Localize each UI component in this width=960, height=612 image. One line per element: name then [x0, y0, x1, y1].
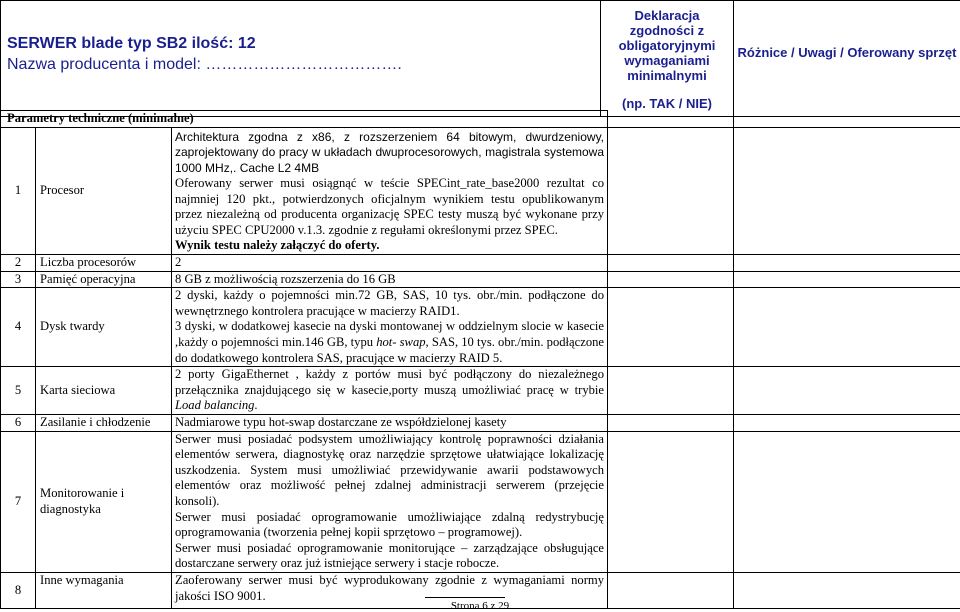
footer-divider: [425, 597, 505, 598]
monitoring-text-2: Serwer musi posiadać oprogramowanie umożliwiające zdalną redystrybucję oprogramowania (tworzenia pełnej kopii sprzętowo – programowej).: [175, 509, 605, 540]
page-number: Strona 6 z 29: [450, 600, 510, 612]
parameters-table: [0, 110, 960, 609]
differences-cell[interactable]: [734, 288, 960, 367]
differences-label: Różnice / Uwagi / Oferowany sprzęt: [737, 45, 957, 60]
row-label: Zasilanie i chłodzenie: [36, 415, 172, 432]
row-description: [172, 288, 608, 367]
declaration-cell[interactable]: [608, 288, 734, 367]
cpu-architecture-text: Architektura zgodna z x86, z rozszerzeniem 64 bitowym, dwurdzeniowy, zaprojektowany do pracy w układach dwuprocesorowych, magistrala systemowa 1000 MHz,. Cache L2 4MB: [175, 129, 605, 175]
section-title: Parametry techniczne (minimalne): [1, 111, 608, 128]
table-row: [1, 255, 960, 272]
differences-cell[interactable]: [734, 367, 960, 415]
row-description: Nadmiarowe typu hot-swap dostarczane ze współdzielonej kasety: [172, 415, 608, 432]
row-label: Liczba procesorów: [36, 255, 172, 272]
disk-secondary-text: 3 dyski, w dodatkowej kasecie na dyski montowanej w oddzielnym slocie w kasecie ,każdy o pojemności min.146 GB, typu hot- swap, SAS, 10 tys. obr./min. podłączone do dodatkowego kontrolera SAS, pracujące w macierzy RAID 5.: [175, 319, 605, 365]
table-row: [1, 127, 960, 254]
row-number: 5: [1, 367, 36, 415]
section-header-row: [1, 111, 960, 128]
producer-label: Nazwa producenta i model: ……………………………….: [7, 56, 402, 73]
declaration-hint: (np. TAK / NIE): [621, 96, 713, 111]
declaration-cell[interactable]: [608, 271, 734, 288]
row-number: 8: [1, 572, 36, 608]
row-label: Dysk twardy: [36, 288, 172, 367]
differences-cell[interactable]: [734, 271, 960, 288]
row-description: [172, 127, 608, 254]
declaration-cell[interactable]: [608, 255, 734, 272]
row-label: Monitorowanie i diagnostyka: [36, 431, 172, 572]
table-row: [1, 415, 960, 432]
row-number: 6: [1, 415, 36, 432]
row-label: Pamięć operacyjna: [36, 271, 172, 288]
row-number: 3: [1, 271, 36, 288]
row-label: Inne wymagania: [36, 572, 172, 608]
page-title: SERWER blade typ SB2 ilość: 12: [7, 35, 256, 52]
row-number: 1: [1, 127, 36, 254]
table-row: [1, 431, 960, 572]
differences-header: [734, 1, 960, 117]
monitoring-text-3: Serwer musi posiadać oprogramowanie monitorujące – zarządzające obsługujące dostarczane serwery oraz już istniejące serwery i stacje robocze.: [175, 540, 605, 571]
row-description: 8 GB z możliwością rozszerzenia do 16 GB: [172, 271, 608, 288]
declaration-label: Deklaracja zgodności z obligatoryjnymi wymaganiami minimalnymi: [618, 8, 716, 83]
table-row: [1, 271, 960, 288]
monitoring-text-1: Serwer musi posiadać podsystem umożliwiający kontrolę poprawności działania elementów serwera, diagnostykę oraz narzędzie sprzętowe ułatwiające lokalizację uszkodzenia. System musi umożliwiać przewidywanie awarii podstawowych elementów oraz możliwość pełnej zdalnej administracji serwerem (przejęcie konsoli).: [175, 431, 605, 508]
disk-primary-text: 2 dyski, każdy o pojemności min.72 GB, SAS, 10 tys. obr./min. podłączone do wewnętrznego kontrolera pracujące w macierzy RAID1.: [175, 288, 605, 318]
cpu-benchmark-text: Oferowany serwer musi osiągnąć w teście SPECint_rate_base2000 rezultat co najmniej 120 pkt., potwierdzonych oficjalnym wynikiem testu opublikowanym przez niezależną od producenta organizację SPEC testy muszą być wykonane przy użyciu SPEC CPU2000 v.1.3. zgodnie z regułami określonymi przez SPEC.: [175, 176, 605, 237]
declaration-header: [601, 1, 734, 117]
row-description: Zaoferowany serwer musi być wyprodukowany zgodnie z wymaganiami normy jakości ISO 9001.: [172, 572, 608, 608]
row-description: [172, 431, 608, 572]
declaration-cell[interactable]: [608, 415, 734, 432]
row-number: 4: [1, 288, 36, 367]
title-cell: [1, 1, 601, 117]
row-number: 7: [1, 431, 36, 572]
cpu-benchmark-note: Wynik testu należy załączyć do oferty.: [175, 238, 380, 253]
declaration-cell[interactable]: [608, 127, 734, 254]
row-description: 2: [172, 255, 608, 272]
declaration-cell[interactable]: [608, 431, 734, 572]
differences-cell[interactable]: [734, 431, 960, 572]
table-row: [1, 288, 960, 367]
row-number: 2: [1, 255, 36, 272]
declaration-cell[interactable]: [608, 367, 734, 415]
row-label: Procesor: [36, 127, 172, 254]
differences-cell[interactable]: [734, 127, 960, 254]
differences-cell[interactable]: [734, 255, 960, 272]
row-description: 2 porty GigaEthernet , każdy z portów musi być podłączony do niezależnego przełącznika znajdującego się w kasecie,porty muszą umożliwiać pracę w trybie Load balancing.: [172, 367, 608, 415]
differences-cell[interactable]: [734, 415, 960, 432]
table-row: [1, 367, 960, 415]
header-table: [0, 0, 960, 117]
row-label: Karta sieciowa: [36, 367, 172, 415]
